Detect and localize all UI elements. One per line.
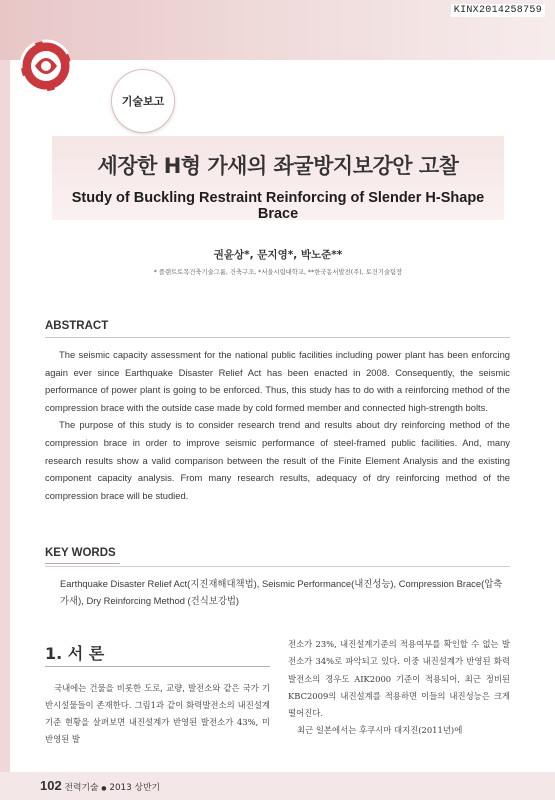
journal-name: 전력기술 bbox=[64, 783, 99, 793]
footer-bullet: ● bbox=[101, 785, 107, 792]
abstract-heading: ABSTRACT bbox=[45, 320, 109, 332]
body-paragraph: 국내에는 건물을 비롯한 도로, 교량, 발전소와 같은 국가 기반시설물들이 존재한다. 그림1과 같이 화력발전소의 내진설계기준 현황을 살펴보면 내진설계가 반영된 발전소가 43%, 미반영된 발 bbox=[45, 683, 270, 744]
page-number: 102 bbox=[40, 778, 62, 793]
body-paragraph: 전소가 23%, 내진설계기준의 적용여부를 확인할 수 없는 발전소가 34%로 파악되고 있다. 이중 내진설계가 반영된 화력발전소의 경우도 AIK2000 기준이 적용되어, 최근 정비된 KBC2009의 내진설계를 적용하면 이들의 내진성능은 크게 떨어진다. bbox=[288, 639, 510, 719]
body-column-right bbox=[288, 636, 510, 740]
section-tag-label: 기술보고 bbox=[121, 95, 165, 108]
author-list: 권윤상*, 문지영*, 박노준** bbox=[213, 249, 343, 261]
page-footer bbox=[40, 778, 160, 793]
keywords-divider bbox=[45, 566, 510, 567]
abstract-paragraph: The seismic capacity assessment for the national public facilities including power plant has been enforcing again ever since Earthquake Disaster Relief Act has been enacted in 2008. Consequently, the seismic performance of power plant is going to be enforced. Thus, this study has to do with a reinforcing method of the compression brace with the outside case made by cold formed member and connected high-strength bolts. bbox=[45, 349, 510, 413]
body-column-left bbox=[45, 680, 270, 748]
paper-title-english: Study of Buckling Restraint Reinforcing of Slender H-Shape Brace bbox=[71, 190, 485, 222]
abstract-divider bbox=[45, 337, 510, 338]
journal-logo bbox=[18, 38, 74, 94]
keywords-text: Earthquake Disaster Relief Act(지진재해대책법), Seismic Performance(내진성능), Compression Brace(압축가새), Dry Reinforcing Method (건식보강법) bbox=[60, 578, 503, 606]
document-id: KINX2014258759 bbox=[451, 4, 545, 17]
keywords-heading-underline bbox=[45, 563, 120, 564]
abstract-body bbox=[45, 346, 510, 504]
author-affiliations: * 플랜트토목건축기술그룹, 건축구조, *서울시립대학교, **한국동서발전(주), 토건기술팀장 bbox=[153, 269, 403, 276]
paper-title-korean: 세장한 H형 가새의 좌굴방지보강안 고찰 bbox=[97, 154, 459, 178]
journal-issue: 2013 상반기 bbox=[109, 783, 161, 793]
body-paragraph: 최근 일본에서는 후쿠시마 대지진(2011년)에 bbox=[297, 725, 463, 736]
keywords-heading: KEY WORDS bbox=[45, 547, 116, 559]
left-margin-strip bbox=[0, 0, 10, 800]
section-tag-badge bbox=[112, 70, 174, 132]
section-heading: 1. 서 론 bbox=[45, 644, 105, 663]
abstract-paragraph: The purpose of this study is to consider research trend and results about dry reinforcing method of the compression brace in order to improve seismic performance of steel-framed public facilities. And, many research results show a valid comparison between the result of the Finite Element Analysis and the existing component capacity analysis. From many research results, adequacy of dry reinforcing method of the compression brace will be studied. bbox=[45, 419, 510, 501]
section-heading-divider bbox=[45, 666, 270, 667]
